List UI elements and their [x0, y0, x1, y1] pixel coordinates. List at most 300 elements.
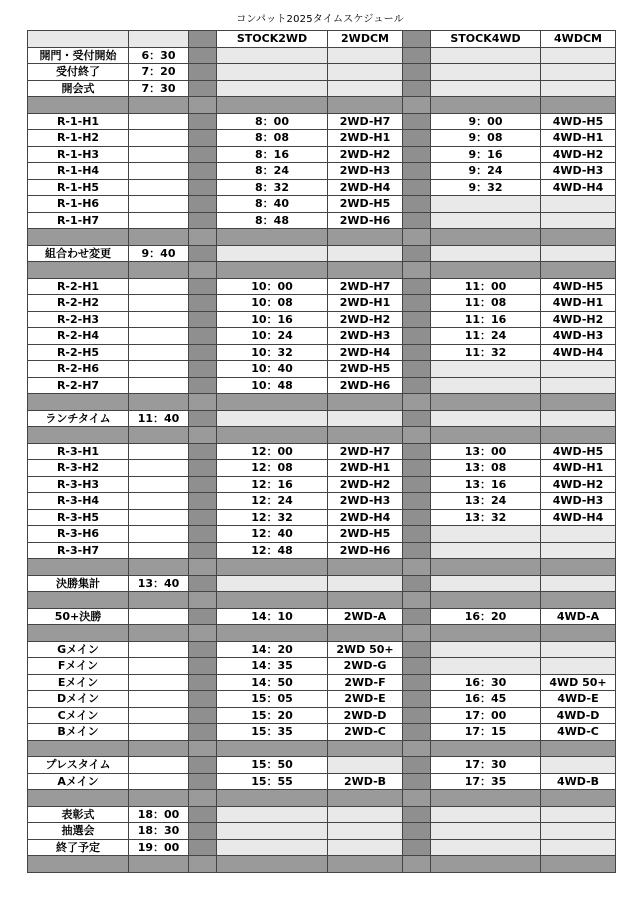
- 2wdcm-heat-cell: 2WD-H7: [328, 443, 403, 460]
- separator-cell: [403, 542, 431, 559]
- divider-cell: [328, 229, 403, 246]
- stock2wd-time-cell: 12：08: [217, 460, 328, 477]
- 4wdcm-heat-cell: [541, 361, 616, 378]
- schedule-row: [28, 493, 616, 510]
- stock4wd-time-cell: [431, 80, 541, 97]
- separator-cell: [403, 196, 431, 213]
- divider-cell: [431, 97, 541, 114]
- event-cell: 抽選会: [28, 823, 129, 840]
- 4wdcm-heat-cell: [541, 757, 616, 774]
- time-cell: [129, 278, 189, 295]
- time-cell: [129, 773, 189, 790]
- separator-cell: [189, 196, 217, 213]
- stock4wd-time-cell: 17：30: [431, 757, 541, 774]
- time-cell: [129, 674, 189, 691]
- divider-row: [28, 394, 616, 411]
- stock4wd-time-cell: 17：00: [431, 707, 541, 724]
- schedule-row: [28, 328, 616, 345]
- schedule-row: [28, 674, 616, 691]
- 4wdcm-heat-cell: 4WD-H3: [541, 328, 616, 345]
- 2wdcm-heat-cell: 2WD-F: [328, 674, 403, 691]
- 2wdcm-heat-cell: 2WD-H3: [328, 163, 403, 180]
- time-cell: [129, 757, 189, 774]
- schedule-row: [28, 361, 616, 378]
- stock4wd-time-cell: [431, 526, 541, 543]
- divider-cell: [28, 97, 129, 114]
- time-cell: [129, 509, 189, 526]
- 4wdcm-heat-cell: [541, 839, 616, 856]
- divider-cell: [403, 559, 431, 576]
- divider-cell: [541, 229, 616, 246]
- 2wdcm-heat-cell: [328, 245, 403, 262]
- 2wdcm-heat-cell: 2WD-H6: [328, 212, 403, 229]
- stock4wd-time-cell: 16：30: [431, 674, 541, 691]
- event-cell: ランチタイム: [28, 410, 129, 427]
- stock4wd-time-cell: 11：16: [431, 311, 541, 328]
- separator-cell: [403, 179, 431, 196]
- divider-cell: [189, 625, 217, 642]
- schedule-row: [28, 823, 616, 840]
- event-cell: R-2-H7: [28, 377, 129, 394]
- schedule-row: [28, 179, 616, 196]
- divider-cell: [129, 394, 189, 411]
- column-separator: [189, 31, 217, 48]
- header-stock4wd: STOCK4WD: [431, 31, 541, 48]
- 2wdcm-heat-cell: 2WD-H7: [328, 113, 403, 130]
- 4wdcm-heat-cell: [541, 542, 616, 559]
- time-cell: [129, 526, 189, 543]
- stock2wd-time-cell: 12：24: [217, 493, 328, 510]
- stock4wd-time-cell: [431, 377, 541, 394]
- separator-cell: [189, 608, 217, 625]
- divider-cell: [129, 427, 189, 444]
- divider-cell: [403, 790, 431, 807]
- separator-cell: [403, 691, 431, 708]
- time-cell: 11：40: [129, 410, 189, 427]
- 4wdcm-heat-cell: [541, 641, 616, 658]
- stock4wd-time-cell: 9：16: [431, 146, 541, 163]
- separator-cell: [403, 163, 431, 180]
- schedule-row: [28, 410, 616, 427]
- stock2wd-time-cell: 8：40: [217, 196, 328, 213]
- separator-cell: [403, 724, 431, 741]
- divider-cell: [217, 740, 328, 757]
- separator-cell: [189, 130, 217, 147]
- divider-cell: [189, 856, 217, 873]
- 2wdcm-heat-cell: 2WD-B: [328, 773, 403, 790]
- 2wdcm-heat-cell: 2WD-E: [328, 691, 403, 708]
- schedule-row: [28, 163, 616, 180]
- 2wdcm-heat-cell: 2WD-H5: [328, 196, 403, 213]
- stock2wd-time-cell: 10：16: [217, 311, 328, 328]
- time-cell: 19：00: [129, 839, 189, 856]
- time-cell: [129, 493, 189, 510]
- stock4wd-time-cell: 16：20: [431, 608, 541, 625]
- separator-cell: [189, 641, 217, 658]
- separator-cell: [189, 526, 217, 543]
- divider-cell: [217, 856, 328, 873]
- divider-cell: [129, 97, 189, 114]
- time-cell: [129, 163, 189, 180]
- 4wdcm-heat-cell: 4WD-H5: [541, 443, 616, 460]
- divider-cell: [217, 262, 328, 279]
- divider-cell: [328, 262, 403, 279]
- event-cell: Eメイン: [28, 674, 129, 691]
- divider-cell: [403, 97, 431, 114]
- separator-cell: [189, 773, 217, 790]
- divider-cell: [217, 427, 328, 444]
- stock2wd-time-cell: 15：05: [217, 691, 328, 708]
- stock2wd-time-cell: 10：24: [217, 328, 328, 345]
- 2wdcm-heat-cell: 2WD-H7: [328, 278, 403, 295]
- 2wdcm-heat-cell: [328, 575, 403, 592]
- event-cell: R-1-H6: [28, 196, 129, 213]
- divider-cell: [541, 740, 616, 757]
- separator-cell: [189, 724, 217, 741]
- stock4wd-time-cell: [431, 245, 541, 262]
- schedule-row: [28, 641, 616, 658]
- time-cell: 18：00: [129, 806, 189, 823]
- schedule-row: [28, 311, 616, 328]
- separator-cell: [403, 443, 431, 460]
- separator-cell: [403, 773, 431, 790]
- separator-cell: [403, 575, 431, 592]
- stock2wd-time-cell: 8：00: [217, 113, 328, 130]
- separator-cell: [189, 443, 217, 460]
- stock2wd-time-cell: 8：24: [217, 163, 328, 180]
- stock4wd-time-cell: [431, 361, 541, 378]
- separator-cell: [189, 575, 217, 592]
- divider-cell: [328, 394, 403, 411]
- 2wdcm-heat-cell: 2WD-H4: [328, 344, 403, 361]
- separator-cell: [189, 460, 217, 477]
- 2wdcm-heat-cell: [328, 823, 403, 840]
- divider-row: [28, 592, 616, 609]
- divider-cell: [541, 394, 616, 411]
- time-cell: 7：30: [129, 80, 189, 97]
- divider-row: [28, 625, 616, 642]
- 2wdcm-heat-cell: 2WD-D: [328, 707, 403, 724]
- event-cell: R-3-H6: [28, 526, 129, 543]
- divider-cell: [431, 625, 541, 642]
- schedule-row: [28, 146, 616, 163]
- stock4wd-time-cell: 9：32: [431, 179, 541, 196]
- divider-cell: [403, 856, 431, 873]
- 4wdcm-heat-cell: 4WD-H5: [541, 113, 616, 130]
- time-cell: [129, 328, 189, 345]
- stock4wd-time-cell: 11：32: [431, 344, 541, 361]
- 2wdcm-heat-cell: 2WD-H3: [328, 493, 403, 510]
- event-cell: R-3-H2: [28, 460, 129, 477]
- event-cell: R-1-H5: [28, 179, 129, 196]
- time-cell: [129, 196, 189, 213]
- 4wdcm-heat-cell: 4WD-E: [541, 691, 616, 708]
- divider-cell: [541, 856, 616, 873]
- stock2wd-time-cell: [217, 64, 328, 81]
- divider-cell: [328, 856, 403, 873]
- divider-cell: [28, 856, 129, 873]
- stock4wd-time-cell: 17：35: [431, 773, 541, 790]
- divider-cell: [431, 427, 541, 444]
- separator-cell: [403, 641, 431, 658]
- schedule-row: [28, 460, 616, 477]
- separator-cell: [189, 493, 217, 510]
- event-cell: Dメイン: [28, 691, 129, 708]
- separator-cell: [403, 295, 431, 312]
- divider-cell: [541, 625, 616, 642]
- time-cell: [129, 476, 189, 493]
- time-cell: [129, 641, 189, 658]
- event-cell: R-3-H5: [28, 509, 129, 526]
- schedule-row: [28, 509, 616, 526]
- separator-cell: [189, 328, 217, 345]
- separator-cell: [403, 47, 431, 64]
- schedule-row: [28, 344, 616, 361]
- divider-cell: [217, 559, 328, 576]
- separator-cell: [403, 806, 431, 823]
- stock2wd-time-cell: 15：55: [217, 773, 328, 790]
- separator-cell: [403, 328, 431, 345]
- 4wdcm-heat-cell: 4WD-H2: [541, 146, 616, 163]
- separator-cell: [189, 707, 217, 724]
- event-cell: 組合わせ変更: [28, 245, 129, 262]
- 4wdcm-heat-cell: 4WD 50+: [541, 674, 616, 691]
- stock4wd-time-cell: [431, 641, 541, 658]
- divider-cell: [129, 856, 189, 873]
- schedule-row: [28, 443, 616, 460]
- time-cell: [129, 113, 189, 130]
- schedule-row: [28, 377, 616, 394]
- 4wdcm-heat-cell: 4WD-H4: [541, 509, 616, 526]
- divider-cell: [189, 427, 217, 444]
- schedule-row: [28, 476, 616, 493]
- event-cell: R-1-H3: [28, 146, 129, 163]
- divider-cell: [431, 592, 541, 609]
- stock2wd-time-cell: [217, 80, 328, 97]
- header-stock2wd: STOCK2WD: [217, 31, 328, 48]
- divider-cell: [431, 394, 541, 411]
- event-cell: R-1-H1: [28, 113, 129, 130]
- divider-row: [28, 790, 616, 807]
- event-cell: R-2-H1: [28, 278, 129, 295]
- separator-cell: [189, 509, 217, 526]
- separator-cell: [189, 47, 217, 64]
- divider-cell: [189, 229, 217, 246]
- time-cell: [129, 608, 189, 625]
- divider-cell: [403, 262, 431, 279]
- stock2wd-time-cell: [217, 823, 328, 840]
- 2wdcm-heat-cell: 2WD 50+: [328, 641, 403, 658]
- divider-cell: [129, 740, 189, 757]
- divider-row: [28, 97, 616, 114]
- divider-cell: [541, 97, 616, 114]
- separator-cell: [189, 691, 217, 708]
- 2wdcm-heat-cell: 2WD-A: [328, 608, 403, 625]
- divider-cell: [129, 625, 189, 642]
- 2wdcm-heat-cell: [328, 47, 403, 64]
- divider-cell: [431, 740, 541, 757]
- event-cell: R-1-H4: [28, 163, 129, 180]
- header-row: [28, 31, 616, 48]
- divider-cell: [28, 625, 129, 642]
- divider-cell: [217, 229, 328, 246]
- event-cell: R-3-H7: [28, 542, 129, 559]
- event-cell: R-2-H5: [28, 344, 129, 361]
- separator-cell: [403, 311, 431, 328]
- stock2wd-time-cell: 12：00: [217, 443, 328, 460]
- time-cell: [129, 212, 189, 229]
- stock2wd-time-cell: 14：10: [217, 608, 328, 625]
- time-cell: [129, 377, 189, 394]
- stock2wd-time-cell: 12：16: [217, 476, 328, 493]
- separator-cell: [189, 146, 217, 163]
- divider-cell: [28, 427, 129, 444]
- 2wdcm-heat-cell: 2WD-H5: [328, 526, 403, 543]
- stock4wd-time-cell: [431, 64, 541, 81]
- separator-cell: [189, 361, 217, 378]
- divider-row: [28, 740, 616, 757]
- 2wdcm-heat-cell: 2WD-H2: [328, 476, 403, 493]
- separator-cell: [189, 410, 217, 427]
- separator-cell: [403, 493, 431, 510]
- stock2wd-time-cell: 8：16: [217, 146, 328, 163]
- stock2wd-time-cell: 14：50: [217, 674, 328, 691]
- separator-cell: [403, 674, 431, 691]
- divider-cell: [189, 790, 217, 807]
- 2wdcm-heat-cell: 2WD-H6: [328, 377, 403, 394]
- separator-cell: [189, 476, 217, 493]
- divider-cell: [129, 559, 189, 576]
- separator-cell: [403, 64, 431, 81]
- 2wdcm-heat-cell: 2WD-G: [328, 658, 403, 675]
- separator-cell: [189, 212, 217, 229]
- divider-cell: [129, 262, 189, 279]
- time-cell: [129, 344, 189, 361]
- stock2wd-time-cell: 10：32: [217, 344, 328, 361]
- 2wdcm-heat-cell: 2WD-H6: [328, 542, 403, 559]
- separator-cell: [403, 278, 431, 295]
- divider-cell: [189, 740, 217, 757]
- 4wdcm-heat-cell: 4WD-H1: [541, 130, 616, 147]
- time-cell: [129, 460, 189, 477]
- stock4wd-time-cell: 9：24: [431, 163, 541, 180]
- separator-cell: [403, 460, 431, 477]
- divider-cell: [328, 427, 403, 444]
- 4wdcm-heat-cell: 4WD-A: [541, 608, 616, 625]
- 4wdcm-heat-cell: [541, 377, 616, 394]
- stock2wd-time-cell: 12：32: [217, 509, 328, 526]
- separator-cell: [403, 526, 431, 543]
- schedule-row: [28, 773, 616, 790]
- 4wdcm-heat-cell: [541, 64, 616, 81]
- separator-cell: [403, 476, 431, 493]
- 2wdcm-heat-cell: [328, 839, 403, 856]
- separator-cell: [403, 658, 431, 675]
- divider-cell: [217, 790, 328, 807]
- 2wdcm-heat-cell: 2WD-C: [328, 724, 403, 741]
- time-cell: 9：40: [129, 245, 189, 262]
- divider-cell: [217, 394, 328, 411]
- event-cell: 終了予定: [28, 839, 129, 856]
- schedule-row: [28, 80, 616, 97]
- header-cell-time: [129, 31, 189, 48]
- time-cell: [129, 443, 189, 460]
- header-cell-event: [28, 31, 129, 48]
- 4wdcm-heat-cell: [541, 823, 616, 840]
- separator-cell: [189, 311, 217, 328]
- divider-cell: [217, 592, 328, 609]
- stock4wd-time-cell: 11：08: [431, 295, 541, 312]
- stock2wd-time-cell: [217, 245, 328, 262]
- schedule-row: [28, 608, 616, 625]
- 4wdcm-heat-cell: 4WD-B: [541, 773, 616, 790]
- time-cell: 7：20: [129, 64, 189, 81]
- stock4wd-time-cell: 11：24: [431, 328, 541, 345]
- stock4wd-time-cell: [431, 839, 541, 856]
- 2wdcm-heat-cell: 2WD-H1: [328, 130, 403, 147]
- schedule-row: [28, 542, 616, 559]
- divider-cell: [328, 740, 403, 757]
- event-cell: R-2-H6: [28, 361, 129, 378]
- separator-cell: [189, 80, 217, 97]
- divider-cell: [28, 592, 129, 609]
- 4wdcm-heat-cell: [541, 212, 616, 229]
- stock4wd-time-cell: [431, 47, 541, 64]
- stock4wd-time-cell: 13：00: [431, 443, 541, 460]
- 2wdcm-heat-cell: 2WD-H2: [328, 311, 403, 328]
- stock2wd-time-cell: [217, 839, 328, 856]
- separator-cell: [189, 163, 217, 180]
- 2wdcm-heat-cell: [328, 80, 403, 97]
- separator-cell: [189, 658, 217, 675]
- schedule-row: [28, 245, 616, 262]
- 4wdcm-heat-cell: [541, 80, 616, 97]
- divider-cell: [189, 394, 217, 411]
- event-cell: R-2-H3: [28, 311, 129, 328]
- 4wdcm-heat-cell: [541, 245, 616, 262]
- 4wdcm-heat-cell: 4WD-H3: [541, 493, 616, 510]
- divider-cell: [28, 790, 129, 807]
- schedule-row: [28, 575, 616, 592]
- event-cell: 受付終了: [28, 64, 129, 81]
- 2wdcm-heat-cell: 2WD-H3: [328, 328, 403, 345]
- schedule-row: [28, 196, 616, 213]
- event-cell: Cメイン: [28, 707, 129, 724]
- event-cell: Aメイン: [28, 773, 129, 790]
- divider-cell: [189, 97, 217, 114]
- stock2wd-time-cell: 12：48: [217, 542, 328, 559]
- schedule-row: [28, 724, 616, 741]
- separator-cell: [403, 80, 431, 97]
- separator-cell: [189, 64, 217, 81]
- separator-cell: [189, 674, 217, 691]
- stock4wd-time-cell: [431, 410, 541, 427]
- schedule-row: [28, 47, 616, 64]
- divider-cell: [431, 790, 541, 807]
- divider-cell: [328, 625, 403, 642]
- schedule-body: [28, 31, 616, 873]
- stock2wd-time-cell: [217, 47, 328, 64]
- separator-cell: [189, 344, 217, 361]
- divider-cell: [403, 740, 431, 757]
- schedule-row: [28, 839, 616, 856]
- 4wdcm-heat-cell: [541, 575, 616, 592]
- 4wdcm-heat-cell: 4WD-H2: [541, 311, 616, 328]
- time-cell: 13：40: [129, 575, 189, 592]
- 4wdcm-heat-cell: 4WD-H5: [541, 278, 616, 295]
- event-cell: R-1-H7: [28, 212, 129, 229]
- divider-cell: [431, 856, 541, 873]
